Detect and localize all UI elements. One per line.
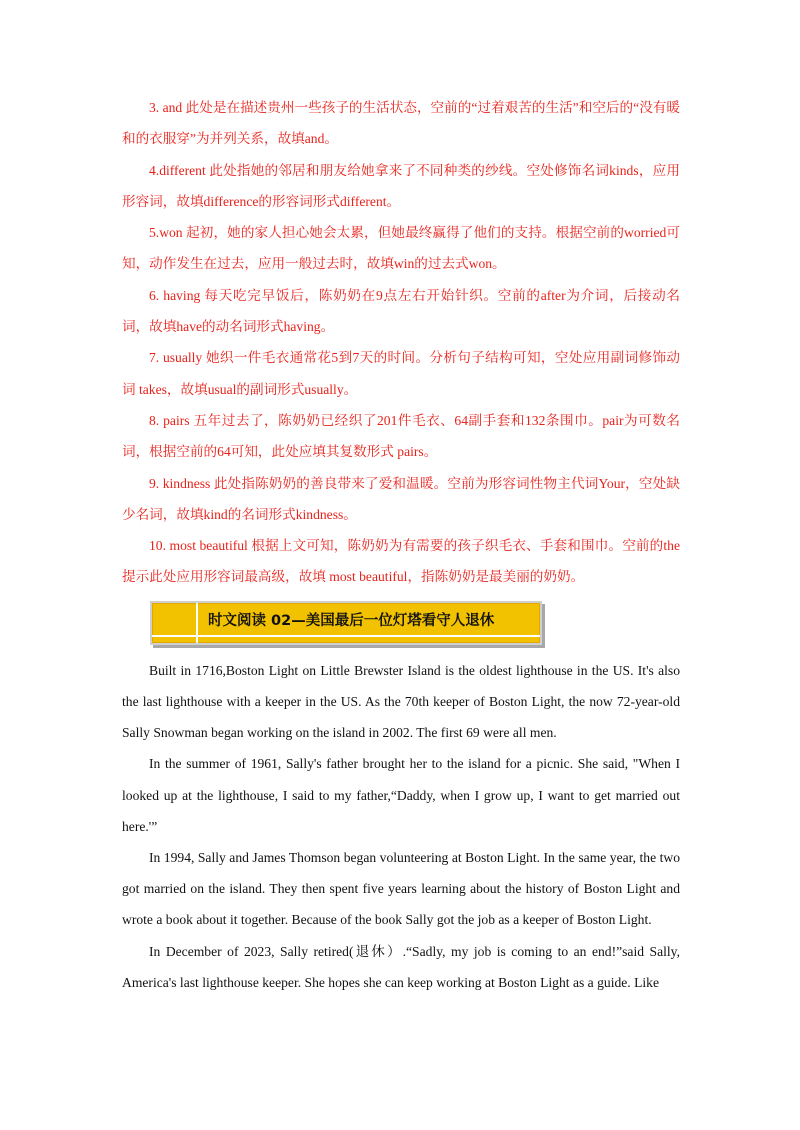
answer-item-10: 10. most beautiful 根据上文可知，陈奶奶为有需要的孩子织毛衣、手套和围巾。空前的the提示此处应用形容词最高级，故填 most beautiful，指陈奶奶是最美丽的奶奶。 — [122, 538, 680, 585]
article-paragraph-3: In 1994, Sally and James Thomson began volunteering at Boston Light. In the same year, the two got married on the island. They then spent five years learning about the history of Boston Light and wrote a book about it together. Because of the book Sally got the job as a keeper of Boston Light. — [122, 849, 680, 928]
heading-divider-horizontal — [152, 635, 540, 637]
answer-item-5: 5.won 起初，她的家人担心她会太累，但她最终赢得了他们的支持。根据空前的worried可知，动作发生在过去，应用一般过去时，故填win的过去式won。 — [122, 225, 680, 272]
answer-item-9: 9. kindness 此处指陈奶奶的善良带来了爱和温暖。空前为形容词性物主代词Your，空处缺少名词，故填kind的名词形式kindness。 — [122, 475, 680, 522]
answer-item-8: 8. pairs 五年过去了，陈奶奶已经织了201件毛衣、64副手套和132条围巾。pair为可数名词，根据空前的64可知，此处应填其复数形式 pairs。 — [122, 412, 680, 460]
article-paragraph-2: In the summer of 1961, Sally's father brought her to the island for a picnic. She said, "When I looked up at the lighthouse, I said to my father,“Daddy, when I grow up, I want to get married out here.'” — [122, 756, 680, 834]
article-paragraph-1: Built in 1716,Boston Light on Little Brewster Island is the oldest lighthouse in the US. It's also the last lighthouse with a keeper in the US. As the 70th keeper of Boston Light, the now 72-year-old Sally Snowman began working on the island in 2002. The first 69 were all men. — [122, 662, 680, 741]
reading-article — [122, 655, 680, 998]
answer-item-4: 4.different 此处指她的邻居和朋友给她拿来了不同种类的纱线。空处修饰名词kinds，应用形容词，故填difference的形容词形式different。 — [122, 162, 680, 209]
section-heading: 时文阅读 02—美国最后一位灯塔看守人退休 — [208, 612, 495, 629]
answer-item-3: 3. and 此处是在描述贵州一些孩子的生活状态，空前的“过着艰苦的生活”和空后的“没有暖和的衣服穿”为并列关系，故填and。 — [122, 100, 680, 147]
heading-divider-vertical — [196, 603, 198, 643]
answer-item-6: 6. having 每天吃完早饭后，陈奶奶在9点左右开始针织。空前的after为介词，后接动名词，故填have的动名词形式having。 — [122, 287, 680, 335]
document-page — [122, 92, 680, 998]
answer-explanations — [122, 92, 680, 593]
article-paragraph-4: In December of 2023, Sally retired(退休）.“Sadly, my job is coming to an end!”said Sally, America's last lighthouse keeper. She hopes she can keep working at Boston Light as a guide. Like — [122, 943, 680, 990]
answer-item-7: 7. usually 她织一件毛衣通常花5到7天的时间。分析句子结构可知，空处应用副词修饰动词 takes，故填usual的副词形式usually。 — [122, 350, 680, 397]
section-heading-box — [150, 601, 542, 645]
